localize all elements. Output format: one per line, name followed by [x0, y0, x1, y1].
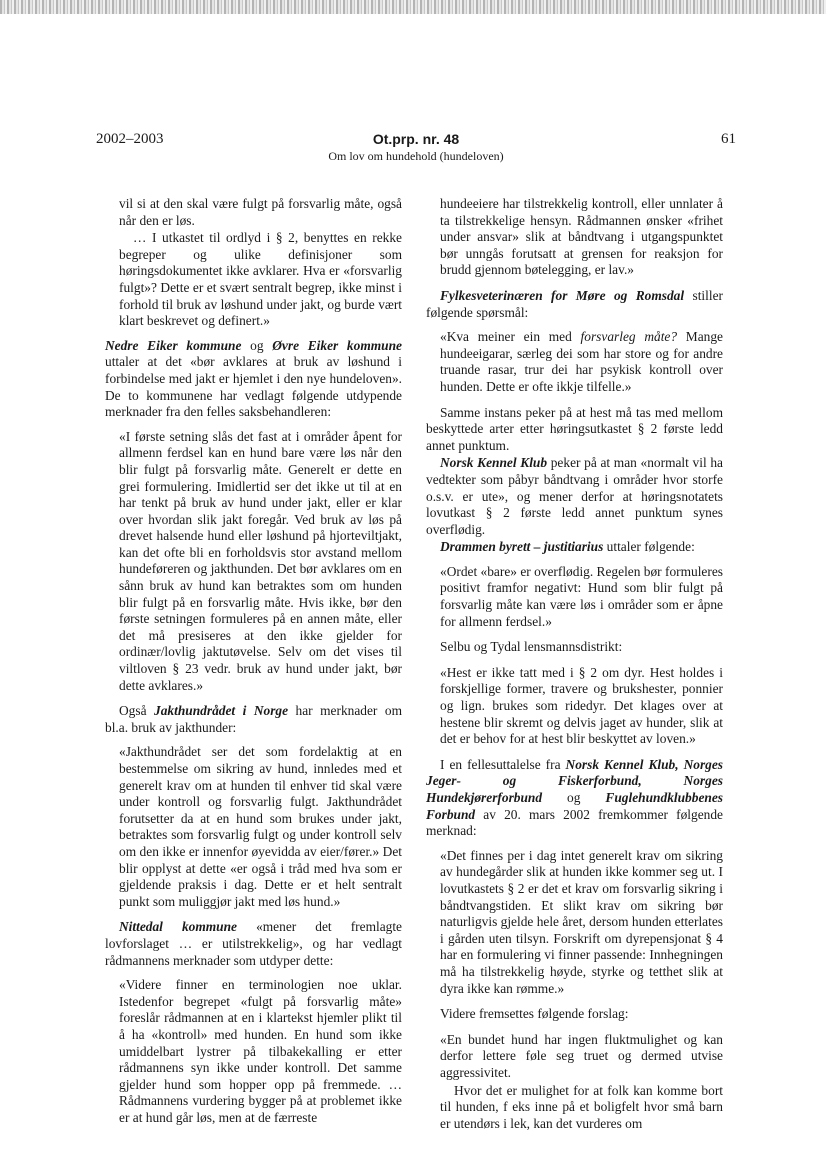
paragraph: Fylkesveterinæren for Møre og Romsdal stiller følgende spørsmål: — [426, 287, 723, 320]
paragraph: Selbu og Tydal lensmannsdistrikt: — [440, 639, 623, 655]
quote-paragraph: «Jakthundrådet ser det som fordelaktig at en bestemmelse om sikring av hund, innledes med et generelt krav om at hunden til enhver tid skal være under kontroll og forsvarlig fulgt. Jakthundrådet forutsetter da at en hund som brukes under jakt, betraktes som forsvarlig fulgt og under kontroll selv om den ikke er innenfor øyevidda av eier/fører.» Det blir opplyst at dette «er også i tråd med hva som er gjeldende praksis i dag. Dette er et helt sentralt punkt som muliggjør jakt med løs hund.» — [119, 744, 402, 909]
quote-paragraph: «Kva meiner ein med forsvarleg måte? Mange hundeeigarar, særleg dei som har store og for andre truande rasar, trur dei har psykisk kontroll over hunden. Dette er ofte ikkje tilfelle.» — [440, 329, 723, 394]
page-number: 61 — [721, 131, 736, 147]
organization-name: Nedre Eiker kommune — [105, 337, 242, 353]
paragraph: I en fellesuttalelse fra Norsk Kennel Klub, Norges Jeger- og Fiskerforbund, Norges Hundekjørerforbund og Fuglehundklubbenes Forbund av 20. mars 2002 fremkommer følgende merknad: — [426, 756, 724, 839]
page-header — [96, 131, 736, 171]
paragraph: Samme instans peker på at hest må tas med mellom beskyttede arter etter høringsutkastet § 2 første ledd annet punktum. — [426, 404, 723, 453]
paragraph: Nittedal kommune «mener det fremlagte lovforslaget … er utilstrekkelig», og har vedlagt rådmannens merknader som utdyper dette: — [105, 919, 403, 968]
emphasis-text: forsvarleg måte? — [580, 329, 678, 345]
organization-names: Norsk Kennel Klub, Norges Jeger- og Fiskerforbund, Norges Hundekjørerforbund — [426, 756, 724, 805]
quote-paragraph: hundeeiere har tilstrekkelig kontroll, eller unnlater å ta tilstrekkelige hensyn. Rådmannen ønsker «frihet under ansvar» slik at båndtvang i utgangspunktet bør unngås forutsatt at grensen for reaksjon for brudd gjennom bøtelegging, er lav.» — [440, 196, 723, 278]
quote-paragraph: «I første setning slås det fast at i områder åpent for allmenn ferdsel kan en hund bare være løs når den blir fulgt på forsvarlig måte. Generelt er dette en grei formulering. Imidlertid ser det ikke ut til at en har tenkt på bruk av hund under jakt, eller er klar over hvordan slik jakt foregår. Ved bruk av løs på drevet halsende hund eller løshund på hjorteviltjakt, kan det ofte bli en forholdsvis stor avstand mellom hundeføreren og jakthunden. Det bør avklares om en sånn bruk av hund kan betraktes som om hunden blir fulgt på en forsvarlig måte. Hvis ikke, bør den første setningen formuleres på en annen måte, eller det må presiseres at den ikke gjelder for ordinær/lovlig jaktutøvelse. Selv om det vises til viltloven § 23 vedr. bruk av hund under jakt, bør dette avklares.» — [119, 428, 402, 693]
paragraph: Også Jakthundrådet i Norge har merknader om bl.a. bruk av jakthunder: — [105, 703, 402, 735]
organization-name: Drammen byrett – justitiarius — [440, 539, 604, 555]
organization-name: Jakthundrådet i Norge — [154, 703, 289, 719]
quote-paragraph: «Videre finner en terminologien noe uklar. Istedenfor begrepet «fulgt på forsvarlig måte» foreslår rådmannen at en i klartekst hjemler plikt til å ha «kontroll» med hunden. En hund som ikke umiddelbart lystrer på tilbakekalling er etter rådmannens syn ikke under kontroll. Det samme gjelder hund som hopper opp på fremmede. … Rådmannens vurdering bygger på at problemet ikke er at hund går løs, men at de færreste — [119, 977, 402, 1125]
organization-name: Norsk Kennel Klub — [440, 455, 548, 471]
paragraph: Norsk Kennel Klub peker på at man «normalt vil ha vedtekter som påbyr båndtvang i områder hvor storfe o.s.v. er ute», og mener derfor at høringsnotatets lovutkast § 2 første ledd annet punktum synes overflødig. — [426, 455, 723, 537]
document-title: Ot.prp. nr. 48 — [372, 131, 460, 147]
quote-paragraph: «Hest er ikke tatt med i § 2 om dyr. Hest holdes i forskjellige former, travere og brukshester, ponnier og lign. brukes som ridedyr. Det klages over at hestene blir skremt og delvis jaget av hunder, slik at det er behov for at hest blir beskyttet av loven.» — [440, 664, 723, 747]
quote-paragraph: «En bundet hund har ingen fluktmulighet og kan derfor lettere føle seg truet og dermed utvise aggressivitet. — [440, 1031, 723, 1080]
quote-paragraph: «Ordet «bare» er overflødig. Regelen bør formuleres positivt framfor negativt: Hund som blir fulgt på forsvarlig måte kan være løs i områder som er åpne for allmenn ferdsel.» — [440, 563, 723, 629]
paragraph: Drammen byrett – justitiarius uttaler følgende: — [440, 539, 695, 555]
paragraph: vil si at den skal være fulgt på forsvarlig måte, også når den er løs. — [119, 196, 402, 228]
paragraph: Videre fremsettes følgende forslag: — [440, 1006, 629, 1022]
scan-edge-artifact — [0, 0, 826, 14]
right-column — [426, 196, 723, 1141]
quote-paragraph: … I utkastet til ordlyd i § 2, benyttes en rekke begreper og ulike definisjoner som høringsdokumentet ikke avklarer. Hva er «forsvarlig fulgt»? Dette er et svært sentralt begrep, ikke minst i forhold til bruk av løshund under jakt, og burde vært klart beskrevet og definert.» — [119, 230, 402, 329]
quote-paragraph: Hvor det er mulighet for at folk kan komme bort til hunden, f eks inne på et boligfelt hvor små barn er utendørs i lek, kan det vurderes om — [440, 1082, 723, 1131]
organization-name: Fylkesveterinæren for Møre og Romsdal — [440, 287, 685, 303]
left-column — [105, 196, 402, 1135]
organization-name: Nittedal kommune — [119, 919, 238, 935]
organization-name: Øvre Eiker kommune — [272, 337, 402, 353]
document-subtitle: Om lov om hundehold (hundeloven) — [328, 149, 504, 163]
quote-paragraph: «Det finnes per i dag intet generelt krav om sikring av hundegårder slik at hunden ikke kommer seg ut. I lovutkastets § 2 er det et krav om forsvarlig sikring i båndtvangstiden. Et slikt krav om sikring bør naturligvis gjelde hele året, dersom hunden etterlates i gården uten tilsyn. Forskrift om dyrepensjonat § 4 har en formulering vi finner passende: Innhegningen må ha tilstrekkelig høyde, styrke og tetthet slik at dyra ikke kan rømme.» — [440, 847, 723, 996]
organization-name: Fuglehundklubbenes Forbund — [426, 790, 723, 822]
header-year: 2002–2003 — [96, 131, 164, 147]
paragraph: Nedre Eiker kommune og Øvre Eiker kommune uttaler at det «bør avklares at bruk av løshund i forbindelse med jakt er hjemlet i den nye hundeloven». De to kommunene har vedlagt følgende utdypende merknader fra den felles saksbehandleren: — [105, 337, 402, 420]
